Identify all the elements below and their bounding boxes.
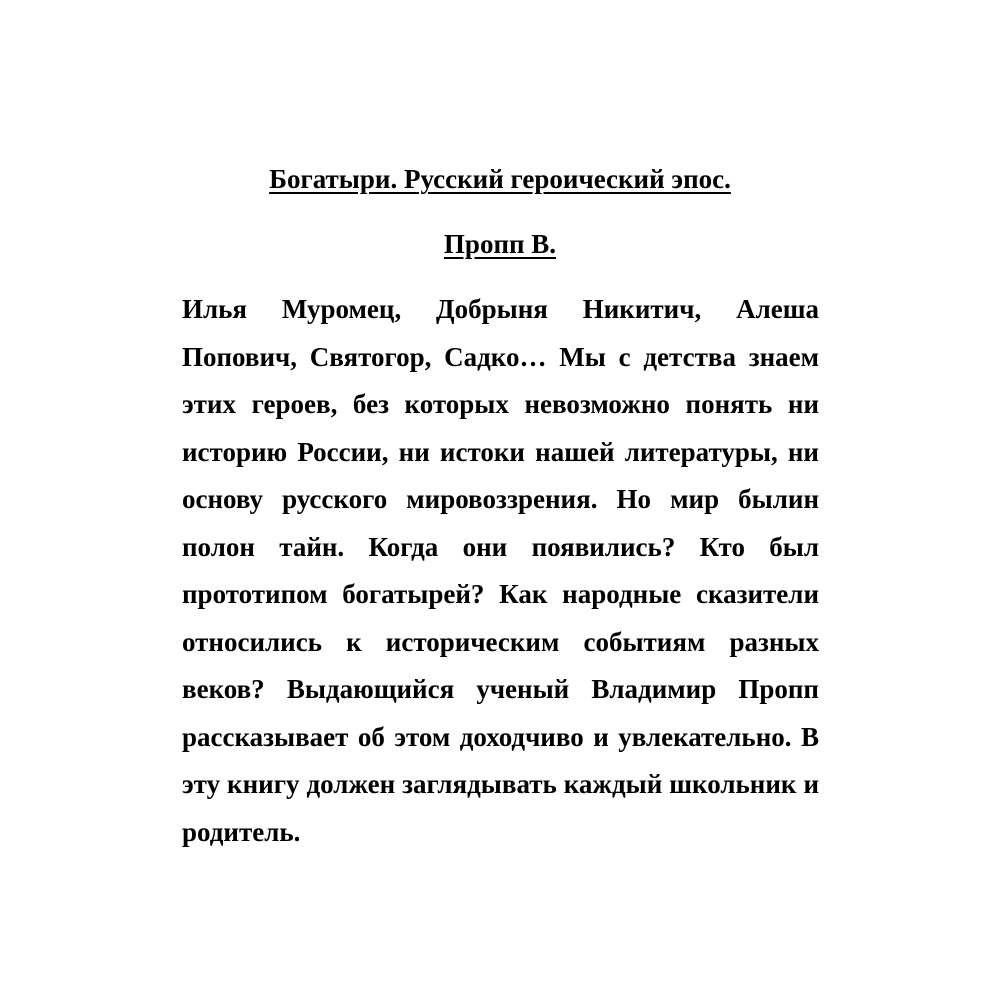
book-description: Илья Муромец, Добрыня Никитич, Алеша Попович, Святогор, Садко… Мы с детства знаем этих героев, без которых невозможно понять ни историю России, ни истоки нашей литературы, ни основу русского мировоззрения. Но мир былин полон тайн. Когда они появились? Кто был прототипом богатырей? Как народные сказители относились к историческим событиям разных веков? Выдающийся ученый Владимир Пропп рассказывает об этом доходчиво и увлекательно. В эту книгу должен заглядывать каждый школьник и родитель. xyxy=(182,294,819,847)
book-title: Богатыри. Русский героический эпос. xyxy=(269,164,731,194)
book-author: Пропп В. xyxy=(443,229,557,259)
